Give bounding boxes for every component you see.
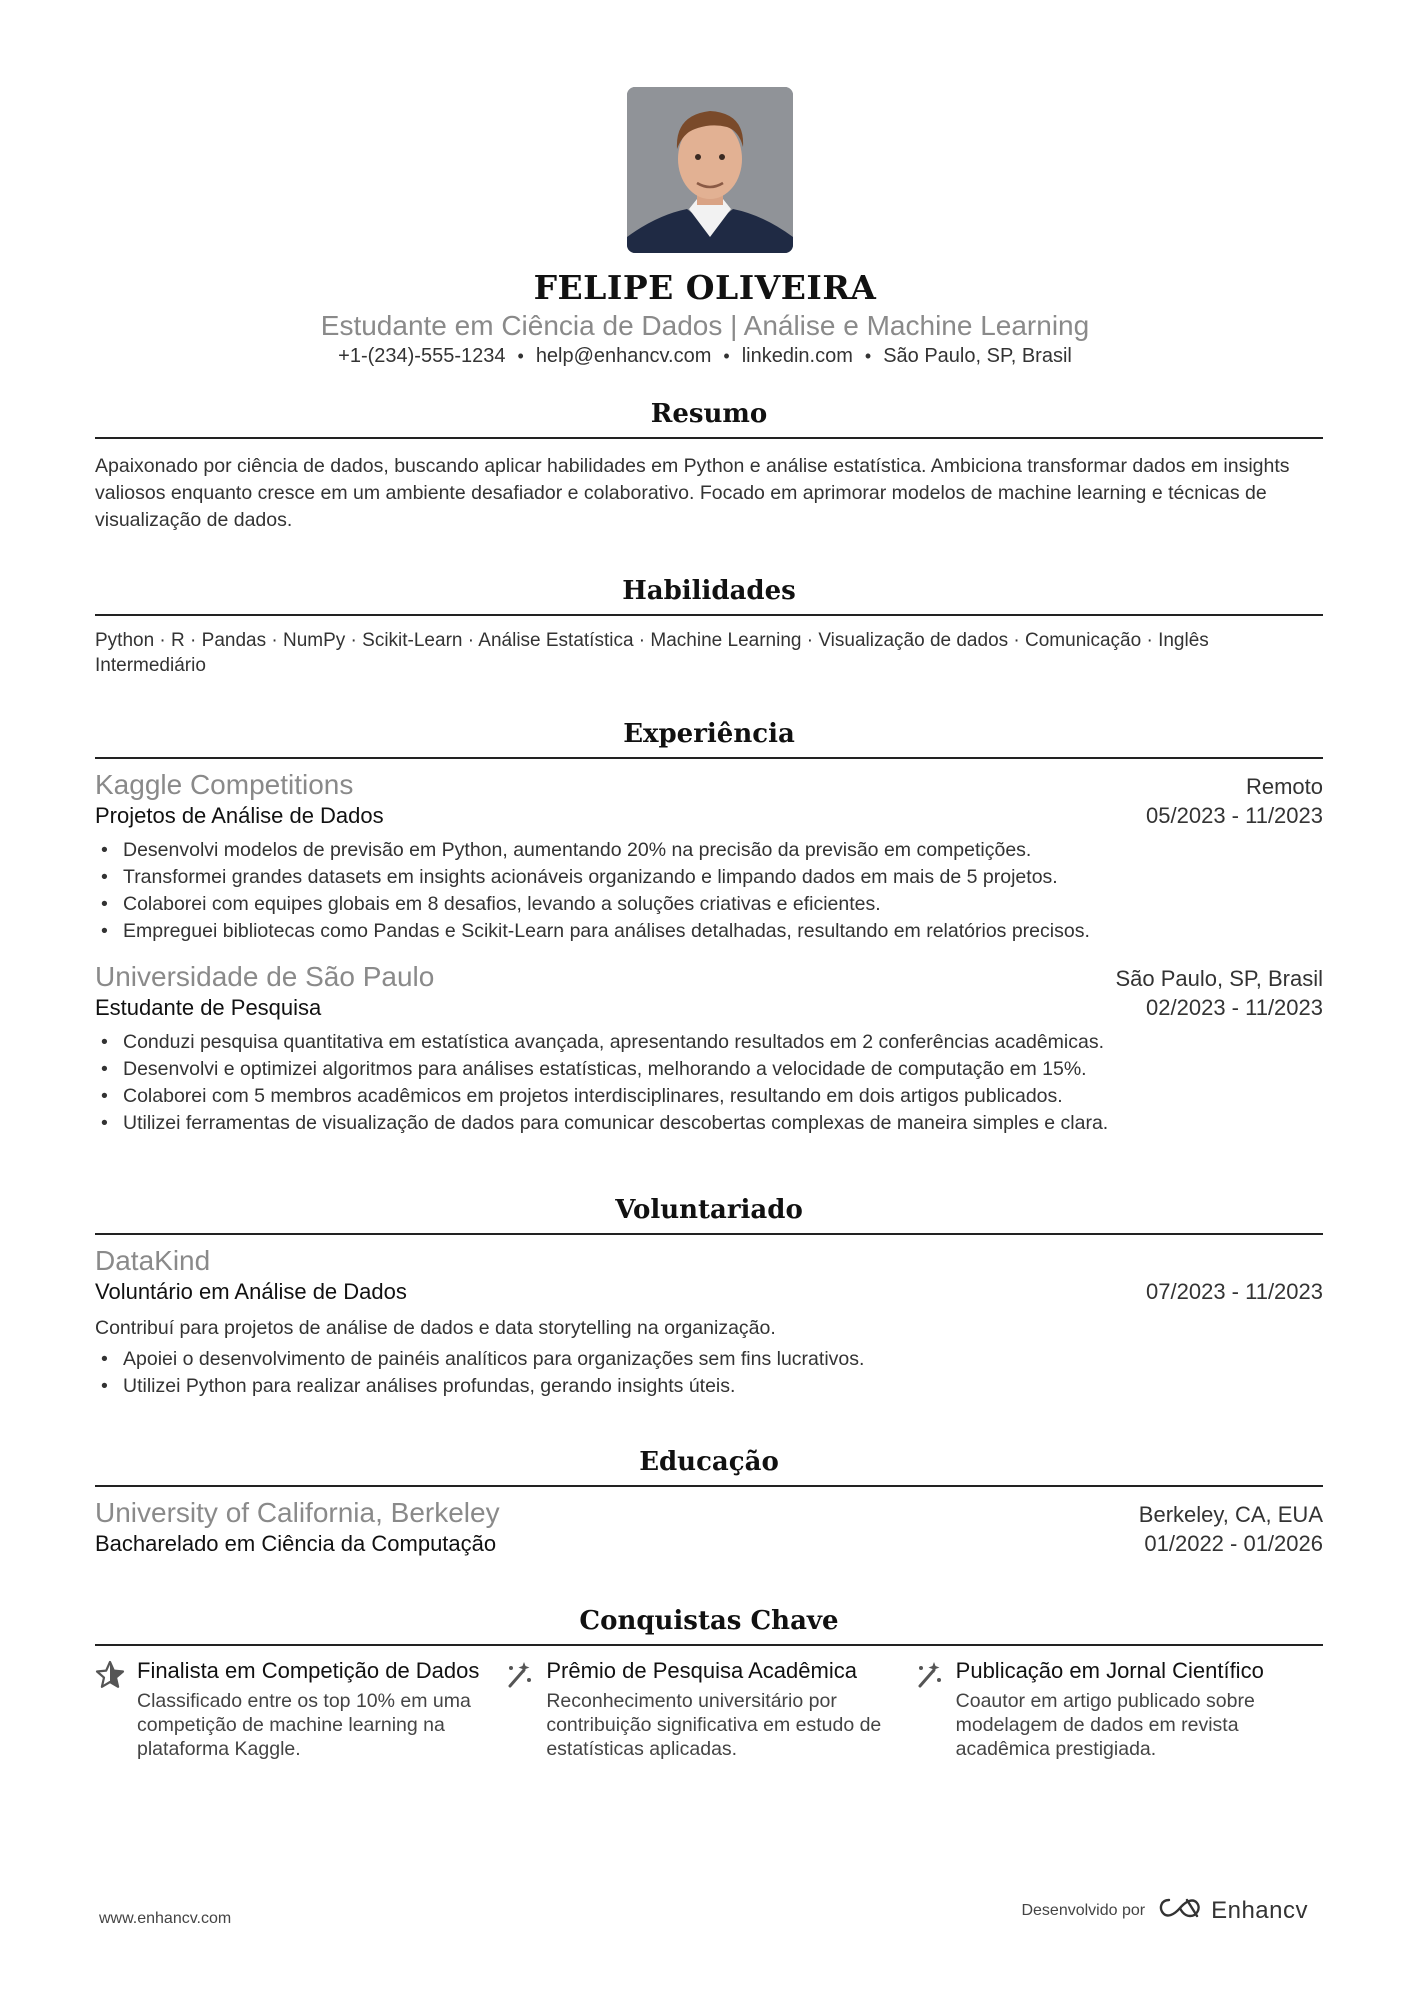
job-dates: 02/2023 - 11/2023 — [1146, 995, 1323, 1020]
brand-name: Enhancv — [1211, 1896, 1308, 1924]
company-name: Kaggle Competitions — [95, 769, 354, 800]
section-title: Conquistas Chave — [95, 1606, 1323, 1646]
job-title: Projetos de Análise de Dados — [95, 803, 384, 828]
footer-website-link[interactable]: www.enhancv.com — [99, 1910, 232, 1927]
separator-dot: • — [864, 346, 872, 366]
email-link[interactable]: help@enhancv.com — [535, 345, 712, 367]
job-dates: 05/2023 - 11/2023 — [1146, 803, 1323, 828]
volunteer-section — [95, 1195, 1323, 1400]
achievements-grid — [95, 1656, 1323, 1761]
linkedin-link[interactable]: linkedin.com — [741, 345, 853, 367]
volunteer-dates: 07/2023 - 11/2023 — [1146, 1279, 1323, 1304]
bullet-item: • Desenvolvi modelos de previsão em Python, aumentando 20% na precisão da previsão em competições. — [95, 837, 1323, 864]
skills-section — [95, 576, 1323, 678]
avatar — [627, 87, 793, 253]
wand-icon — [914, 1656, 956, 1761]
summary-section — [95, 399, 1323, 534]
enhancv-logo-icon — [1157, 1896, 1203, 1925]
bullet-item: • Utilizei ferramentas de visualização de dados para comunicar descobertas complexas de maneira simples e clara. — [95, 1110, 1323, 1137]
bullet-item: • Colaborei com equipes globais em 8 desafios, levando a soluções criativas e eficientes. — [95, 891, 1323, 918]
job-location: Remoto — [1245, 774, 1323, 799]
achievement-description: Coautor em artigo publicado sobre modelagem de dados em revista acadêmica prestigiada. — [955, 1690, 1255, 1760]
location-text: São Paulo, SP, Brasil — [883, 345, 1072, 367]
bullet-item: • Apoiei o desenvolvimento de painéis analíticos para organizações sem fins lucrativos. — [95, 1346, 1323, 1373]
bullet-item: • Colaborei com 5 membros acadêmicos em projetos interdisciplinares, resultando em dois artigos publicados. — [95, 1083, 1323, 1110]
bullet-item: • Utilizei Python para realizar análises profundas, gerando insights úteis. — [95, 1373, 1323, 1400]
achievement-description: Classificado entre os top 10% em uma competição de machine learning na plataforma Kaggle. — [137, 1690, 471, 1760]
section-title: Resumo — [95, 399, 1323, 439]
achievement-title: Publicação em Jornal Científico — [955, 1658, 1264, 1683]
section-title: Educação — [95, 1447, 1323, 1487]
experience-section — [95, 719, 1323, 1137]
candidate-headline: Estudante em Ciência de Dados | Análise e Machine Learning — [320, 310, 1090, 341]
education-section — [95, 1447, 1323, 1557]
job-location: São Paulo, SP, Brasil — [1115, 966, 1323, 991]
achievement-item — [914, 1656, 1323, 1761]
achievement-item — [95, 1656, 504, 1761]
experience-entry — [95, 961, 1323, 1137]
job-title: Estudante de Pesquisa — [95, 995, 322, 1020]
organization-name: DataKind — [95, 1245, 211, 1276]
bullet-item: • Empreguei bibliotecas como Pandas e Scikit-Learn para análises detalhadas, resultando em relatórios precisos. — [95, 918, 1323, 945]
achievement-title: Finalista em Competição de Dados — [137, 1658, 480, 1683]
bullet-item: • Transformei grandes datasets em insights acionáveis organizando e limpando dados em mais de 5 projetos. — [95, 864, 1323, 891]
education-entry — [95, 1497, 1323, 1557]
separator-dot: • — [517, 346, 524, 366]
volunteer-entry — [95, 1245, 1323, 1400]
volunteer-role: Voluntário em Análise de Dados — [95, 1279, 407, 1304]
star-icon — [95, 1656, 137, 1761]
bullet-item: • Conduzi pesquisa quantitativa em estatística avançada, apresentando resultados em 2 conferências acadêmicas. — [95, 1029, 1323, 1056]
phone-text: +1-(234)-555-1234 — [338, 345, 506, 367]
experience-entry — [95, 769, 1323, 945]
separator-dot: • — [723, 346, 730, 366]
bullet-list — [95, 1029, 1323, 1137]
volunteer-description: Contribuí para projetos de análise de dados e data storytelling na organização. — [95, 1317, 776, 1339]
candidate-name: FELIPE OLIVEIRA — [533, 268, 877, 307]
company-name: Universidade de São Paulo — [95, 961, 435, 992]
summary-text: Apaixonado por ciência de dados, buscando aplicar habilidades em Python e análise estatística. Ambiciona transformar dados em insights valiosos enquanto cresce em um ambiente desafiador e colaborativo. Focado em aprimorar modelos de machine learning e técnicas de visualização de dados. — [95, 455, 1290, 531]
bullet-list — [95, 837, 1323, 945]
education-dates: 01/2022 - 01/2026 — [1144, 1531, 1323, 1556]
section-title: Experiência — [95, 719, 1323, 759]
section-title: Voluntariado — [95, 1195, 1323, 1235]
achievements-section — [95, 1606, 1323, 1761]
bullet-item: • Desenvolvi e optimizei algoritmos para análises estatísticas, melhorando a velocidade de computação em 15%. — [95, 1056, 1323, 1083]
school-location: Berkeley, CA, EUA — [1138, 1502, 1323, 1527]
achievement-description: Reconhecimento universitário por contribuição significativa em estudo de estatísticas aplicadas. — [546, 1690, 882, 1760]
achievement-item — [504, 1656, 913, 1761]
wand-icon — [504, 1656, 546, 1761]
school-name: University of California, Berkeley — [95, 1497, 500, 1528]
profile-photo — [627, 87, 793, 253]
bullet-list — [95, 1346, 1323, 1400]
contact-line — [0, 345, 1410, 368]
skills-list: Python · R · Pandas · NumPy · Scikit-Learn · Análise Estatística · Machine Learning · Visualização de dados · Comunicação · Inglês Intermediário — [95, 630, 1209, 676]
degree-title: Bacharelado em Ciência da Computação — [95, 1531, 497, 1556]
section-title: Habilidades — [95, 576, 1323, 616]
achievement-title: Prêmio de Pesquisa Acadêmica — [546, 1658, 857, 1683]
footer-branding — [1021, 1896, 1308, 1925]
powered-by-label: Desenvolvido por — [1021, 1901, 1146, 1919]
